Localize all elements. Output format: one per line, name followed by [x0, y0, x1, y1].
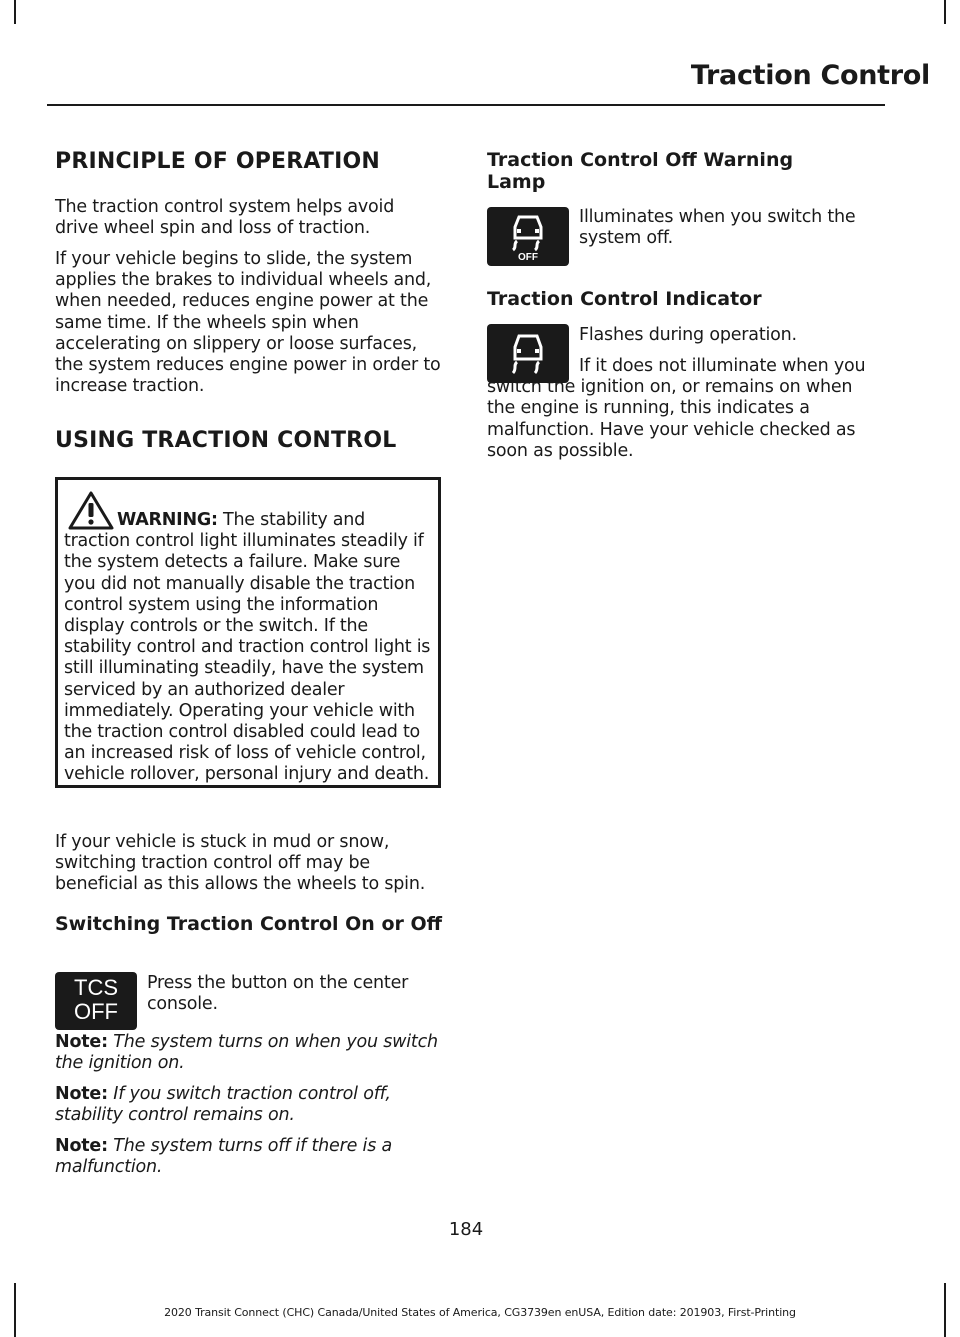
switching-heading: Switching Traction Control On or Off — [55, 913, 443, 935]
principle-paragraph-2: If your vehicle begins to slide, the system applies the brakes to individual wheels and, when needed, reduces engine power at the same time. If the wheels spin when accelerating on slippery or loose surfaces, the system reduces engine power in order to increase traction. — [55, 249, 441, 397]
warning-triangle-icon — [67, 490, 115, 532]
off-icon-label: OFF — [518, 252, 538, 263]
warning-body: The stability and traction control light illuminates steadily if the system detects a failure. Make sure you did not manually disable the traction control system using the information display controls or the switch. If the stability control and traction control light is still illuminating steadily, have the system serviced by an authorized dealer immediately. Operating your vehicle with the traction control disabled could lead to an increased risk of loss of vehicle control, vehicle rollover, personal injury and death. — [64, 510, 431, 785]
stuck-paragraph: If your vehicle is stuck in mud or snow, switching traction control off may be beneficial as this allows the wheels to spin. — [55, 832, 426, 895]
warning-label: WARNING: — [117, 510, 218, 530]
note-3 — [55, 1136, 435, 1178]
tcs-label-line-1: TCS — [74, 975, 118, 1000]
indicator-paragraph-2: If it does not illuminate when you switch the ignition on, or remains on when the engine is running, this indicates a malfunction. Have your vehicle checked as soon as possible. — [487, 356, 866, 461]
tcs-off-button-icon — [55, 972, 137, 1030]
note-text: The system turns off if there is a malfunction. — [55, 1136, 393, 1178]
crop-mark — [14, 0, 16, 24]
tcs-label-line-2: OFF — [74, 999, 118, 1024]
using-heading: USING TRACTION CONTROL — [55, 428, 397, 453]
crop-mark — [944, 0, 946, 24]
note-label: Note: — [55, 1084, 108, 1104]
page-number: 184 — [448, 1219, 484, 1240]
note-2 — [55, 1084, 435, 1126]
off-lamp-heading: Traction Control Off Warning Lamp — [487, 149, 794, 193]
press-button-text: Press the button on the center console. — [147, 973, 409, 1015]
indicator-paragraph-1: Flashes during operation. — [579, 325, 797, 345]
principle-paragraph-1: The traction control system helps avoid drive wheel spin and loss of traction. — [55, 197, 395, 239]
off-lamp-text: Illuminates when you switch the system off. — [579, 207, 856, 249]
note-label: Note: — [55, 1136, 108, 1156]
tcs-off-label — [55, 976, 137, 1024]
warning-box — [55, 477, 441, 788]
note-text: The system turns on when you switch the ignition on. — [55, 1032, 438, 1074]
traction-control-off-lamp-icon — [487, 207, 569, 266]
indicator-heading: Traction Control Indicator — [487, 288, 762, 310]
principle-heading: PRINCIPLE OF OPERATION — [55, 149, 381, 174]
header-divider — [47, 104, 885, 106]
note-1 — [55, 1032, 450, 1074]
page-title: Traction Control — [690, 60, 930, 91]
footer-text: 2020 Transit Connect (CHC) Canada/United States of America, CG3739en enUSA, Edition date: 201903, First-Printing — [164, 1306, 796, 1319]
warning-text — [64, 510, 432, 786]
note-label: Note: — [55, 1032, 108, 1052]
note-text: If you switch traction control off, stability control remains on. — [55, 1084, 391, 1126]
